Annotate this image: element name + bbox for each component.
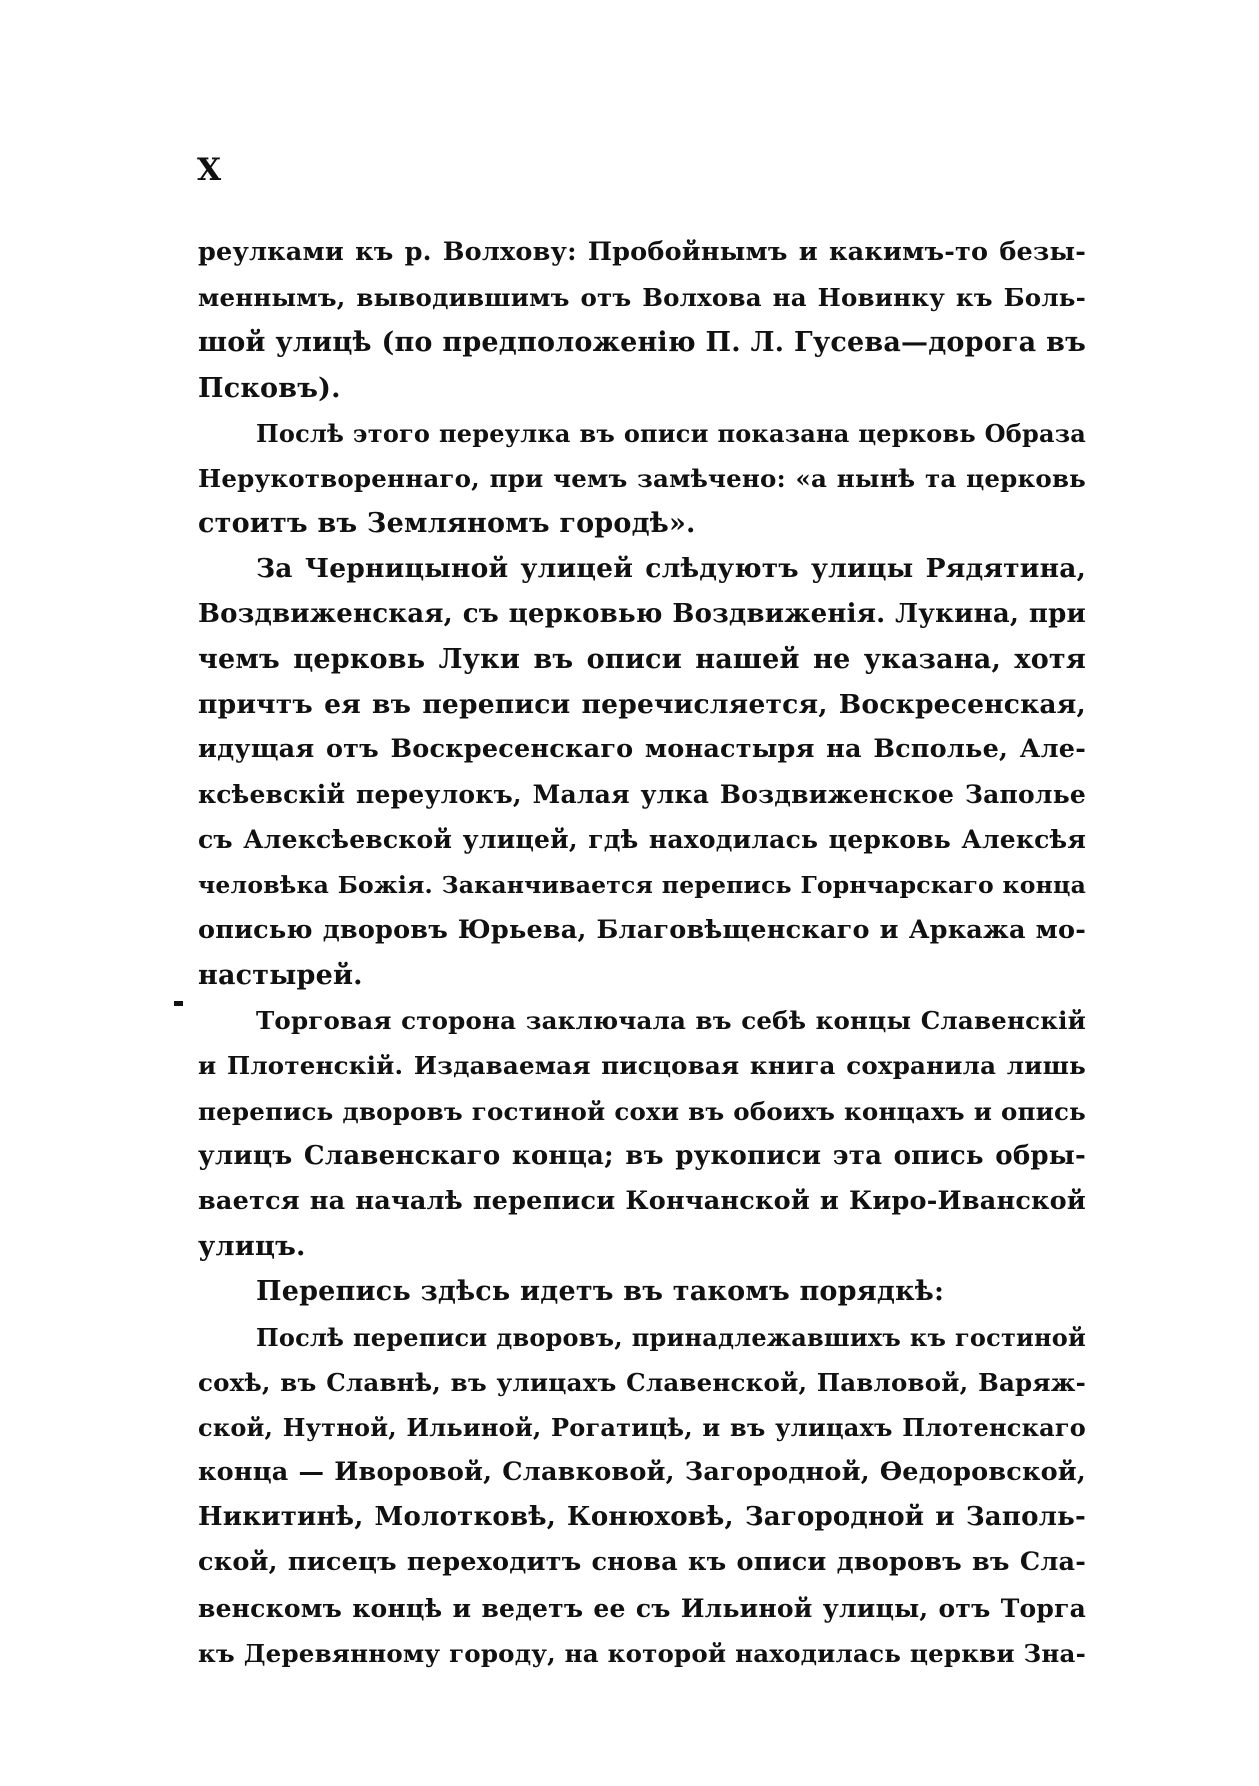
text-line: улицъ.	[198, 1231, 306, 1263]
text-line: и Плотенскій. Издаваемая писцовая книга сохранила лишь	[198, 1051, 1086, 1081]
body-text	[198, 230, 1086, 1676]
text-line: съ Алексѣевской улицей, гдѣ находилась церковь Алексѣя	[198, 825, 1086, 855]
text-line: Перепись здѣсь идетъ въ такомъ порядкѣ:	[256, 1276, 945, 1308]
text-line: венскомъ концѣ и ведетъ ее съ Ильиной улицы, отъ Торга	[198, 1593, 1086, 1623]
margin-mark	[174, 1001, 183, 1006]
text-line: конца — Иворовой, Славковой, Загородной, Ѳедоровской,	[198, 1457, 1086, 1488]
text-line: перепись дворовъ гостиной сохи въ обоихъ концахъ и опись	[198, 1096, 1086, 1126]
text-line: Никитинѣ, Молотковѣ, Конюховѣ, Загородной и Заполь-	[198, 1502, 1086, 1533]
text-line: Псковъ).	[198, 372, 341, 404]
text-line: Воздвиженская, съ церковью Воздвиженія. Лукина, при	[198, 598, 1086, 629]
text-line: реулками къ р. Волхову: Пробойнымъ и какимъ-то безы-	[198, 237, 1086, 267]
text-line: настырей.	[198, 960, 363, 991]
text-line: сохѣ, въ Славнѣ, въ улицахъ Славенской, Павловой, Варяж-	[198, 1367, 1086, 1397]
text-line: чемъ церковь Луки въ описи нашей не указана, хотя	[198, 643, 1086, 675]
text-line: описью дворовъ Юрьева, Благовѣщенскаго и Аркажа мо-	[198, 914, 1086, 945]
text-line: идущая отъ Воскресенскаго монастыря на Всполье, Але-	[198, 734, 1086, 765]
text-line: меннымъ, выводившимъ отъ Волхова на Новинку къ Боль-	[198, 283, 1086, 313]
text-line: Послѣ этого переулка въ описи показана церковь Образа	[256, 418, 1086, 448]
text-line: улицъ Славенскаго конца; въ рукописи эта опись обры-	[198, 1140, 1086, 1171]
text-line: вается на началѣ переписи Кончанской и Киро-Иванской	[198, 1185, 1086, 1216]
text-line: шой улицѣ (по предположенію П. Л. Гусева—дорога въ	[198, 327, 1086, 359]
text-line: Послѣ переписи дворовъ, принадлежавшихъ къ гостиной	[256, 1322, 1086, 1352]
text-line: къ Деревянному городу, на которой находилась церкви Зна-	[198, 1638, 1086, 1668]
text-line: ской, писецъ переходитъ снова къ описи дворовъ въ Сла-	[198, 1547, 1086, 1578]
text-line: причтъ ея въ переписи перечисляется, Воскресенская,	[198, 688, 1086, 720]
text-line: Нерукотвореннаго, при чемъ замѣчено: «а нынѣ та церковь	[198, 463, 1086, 493]
text-line: стоитъ въ Земляномъ городѣ».	[198, 508, 696, 540]
text-line: ксѣевскій переулокъ, Малая улка Воздвиженское Заполье	[198, 780, 1086, 810]
text-line: ской, Нутной, Ильиной, Рогатицѣ, и въ улицахъ Плотенскаго	[198, 1412, 1086, 1442]
page-number: X	[197, 152, 223, 188]
text-line: Торговая сторона заключала въ себѣ концы Славенскій	[256, 1006, 1086, 1036]
text-line: человѣка Божія. Заканчивается перепись Горнчарскаго конца	[198, 870, 1086, 899]
text-line: За Черницыной улицей слѣдуютъ улицы Рядятина,	[256, 553, 1086, 585]
